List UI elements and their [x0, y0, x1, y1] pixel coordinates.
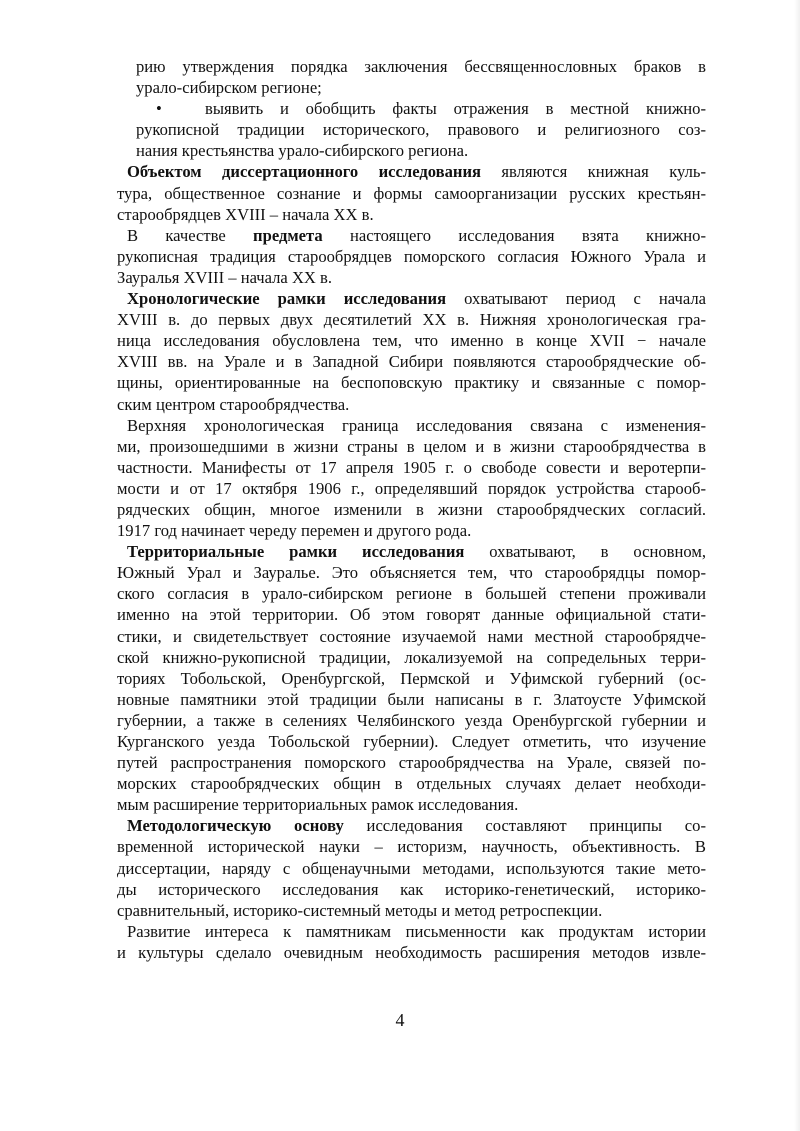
text-run: XVIII вв. на Урале и в Западной Сибири появляются старообрядческие об-: [117, 352, 706, 372]
text-run: мым расширение территориальных рамок исследования.: [117, 795, 519, 815]
text-line: [117, 183, 706, 204]
text-line: [117, 604, 706, 625]
text-run: являются книжная куль-: [481, 162, 706, 182]
text-run: охватывают, в основном,: [464, 542, 706, 562]
text-line: [117, 794, 706, 815]
text-run: старообрядцев XVIII – начала XX в.: [117, 204, 374, 224]
text-line: [117, 267, 706, 288]
text-run: щины, ориентированные на беспоповскую практику и связанные с помор-: [117, 373, 706, 393]
text-line: [117, 77, 706, 98]
text-line: [117, 583, 706, 604]
bold-term: Хронологические рамки исследования: [127, 289, 447, 309]
text-line: [117, 921, 706, 942]
text-line: [117, 858, 706, 879]
text-line: [117, 900, 706, 921]
page-number: 4: [395, 1010, 405, 1030]
text-line: [117, 288, 706, 309]
text-line: [117, 140, 706, 161]
text-line: [117, 246, 706, 267]
text-run: 1917 год начинает череду перемен и другого рода.: [117, 521, 472, 541]
text-run: рию утверждения порядка заключения бессвященнословных браков в: [136, 57, 706, 76]
text-line: [117, 457, 706, 478]
text-run: Верхняя хронологическая граница исследования связана с изменения-: [127, 415, 706, 435]
text-line: [117, 351, 706, 372]
text-line: [117, 942, 706, 963]
text-line: [117, 520, 706, 541]
text-line: [117, 710, 706, 731]
paragraph: [117, 161, 706, 224]
text-line: [117, 330, 706, 351]
text-run: Курганского уезда Тобольской губернии). Следует отметить, что изучение: [117, 732, 706, 751]
text-run: ского согласия в урало-сибирском регионе в большей степени проживали: [117, 584, 706, 604]
text-run: и культуры сделало очевидным необходимость расширения методов извле-: [117, 942, 706, 962]
text-run: ской книжно-рукописной традиции, локализуемой на сопредельных терри-: [117, 647, 706, 667]
text-run: ским центром старообрядчества.: [117, 394, 350, 414]
text-run: урало-сибирском регионе;: [136, 78, 322, 98]
text-run: ды исторического исследования как историко-генетический, историко-: [117, 879, 706, 899]
text-run: нания крестьянства урало-сибирского региона.: [136, 141, 469, 161]
paragraph: [117, 815, 706, 920]
text-line: [117, 225, 706, 246]
text-run: именно на этой территории. Об этом говорят данные официальной стати-: [117, 605, 706, 625]
paragraph: [117, 225, 706, 288]
text-line: [117, 668, 706, 689]
document-body: [117, 56, 706, 963]
text-run: ница исследования обусловлена тем, что именно в конце XVII − начале: [117, 331, 706, 351]
text-run: сравнительный, историко-системный методы и метод ретроспекции.: [117, 900, 603, 920]
text-run: Развитие интереса к памятникам письменности как продуктам истории: [127, 921, 706, 941]
text-line: [117, 415, 706, 436]
text-line: [117, 815, 706, 836]
text-run: морских старообрядческих общин в отдельных случаях делает необходи-: [117, 774, 706, 794]
bullet-icon: •: [156, 99, 162, 119]
text-run: временной исторической науки – историзм, научность, объективность. В: [117, 837, 706, 857]
text-line: [117, 541, 706, 562]
text-line: [117, 626, 706, 647]
text-run: тура, общественное сознание и формы самоорганизации русских крестьян-: [117, 183, 706, 203]
text-run: рядческих общин, многое изменили в жизни старообрядческих согласий.: [117, 499, 706, 519]
text-line: [117, 689, 706, 710]
text-run: мости и от 17 октября 1906 г., определявший порядок устройства старооб-: [117, 478, 706, 498]
text-line: [117, 499, 706, 520]
bold-term: Методологическую основу: [127, 816, 344, 836]
bold-term: Объектом диссертационного исследования: [127, 162, 481, 182]
bold-term: Территориальные рамки исследования: [127, 542, 465, 562]
text-run: новные памятники этой традиции были написаны в г. Златоусте Уфимской: [117, 689, 706, 709]
text-run: исследования составляют принципы со-: [343, 816, 706, 836]
paragraph: [117, 415, 706, 542]
text-line: [117, 731, 706, 752]
text-run: выявить и обобщить факты отражения в местной книжно-: [205, 99, 706, 119]
text-run: стики, и свидетельствует состояние изучаемой нами местной старообрядче-: [117, 626, 706, 646]
text-line: [117, 436, 706, 457]
text-run: охватывают период с начала: [446, 289, 706, 309]
paragraph: [117, 288, 706, 415]
text-run: губернии, а также в селениях Челябинского уезда Оренбургской губернии и: [117, 710, 706, 730]
bold-term: предмета: [253, 225, 323, 245]
text-run: рукописная традиция старообрядцев поморского согласия Южного Урала и: [117, 246, 706, 266]
text-line: [117, 773, 706, 794]
paragraph: [117, 921, 706, 963]
text-line: [117, 309, 706, 330]
text-run: ми, произошедшими в жизни страны в целом и в жизни старообрядчества в: [117, 436, 706, 456]
text-line: [117, 752, 706, 773]
text-line: [117, 647, 706, 668]
text-run: путей распространения поморского старообрядчества на Урале, связей по-: [117, 753, 706, 773]
text-line: [117, 879, 706, 900]
text-line: [117, 56, 706, 77]
text-line: [117, 836, 706, 857]
text-run: частности. Манифесты от 17 апреля 1905 г. о свободе совести и верoтерпи-: [117, 457, 706, 477]
text-run: настоящего исследования взята книжно-: [322, 225, 706, 245]
text-run: В качестве: [127, 225, 254, 245]
text-line: [117, 161, 706, 182]
text-run: диссертации, наряду с общенаучными методами, используются такие мето-: [117, 858, 706, 878]
text-line: [117, 394, 706, 415]
text-run: Зауралья XVIII – начала XX в.: [117, 267, 333, 287]
text-line: [117, 204, 706, 225]
text-line: [117, 119, 706, 140]
text-line: [117, 372, 706, 393]
text-line: [117, 478, 706, 499]
text-run: ториях Тобольской, Оренбургской, Пермской и Уфимской губерний (ос-: [117, 668, 706, 688]
paragraph: [117, 98, 706, 161]
text-line: [117, 562, 706, 583]
text-run: Южный Урал и Зауралье. Это объясняется тем, что старообрядцы помор-: [117, 563, 706, 583]
text-run: XVIII в. до первых двух десятилетий XX в. Нижняя хронологическая гра-: [117, 310, 706, 330]
paragraph: [117, 541, 706, 815]
text-run: рукописной традиции исторического, правового и религиозного соз-: [136, 120, 706, 140]
paragraph: [117, 56, 706, 98]
text-line: [117, 98, 706, 119]
page-edge-shadow: [794, 0, 800, 1131]
